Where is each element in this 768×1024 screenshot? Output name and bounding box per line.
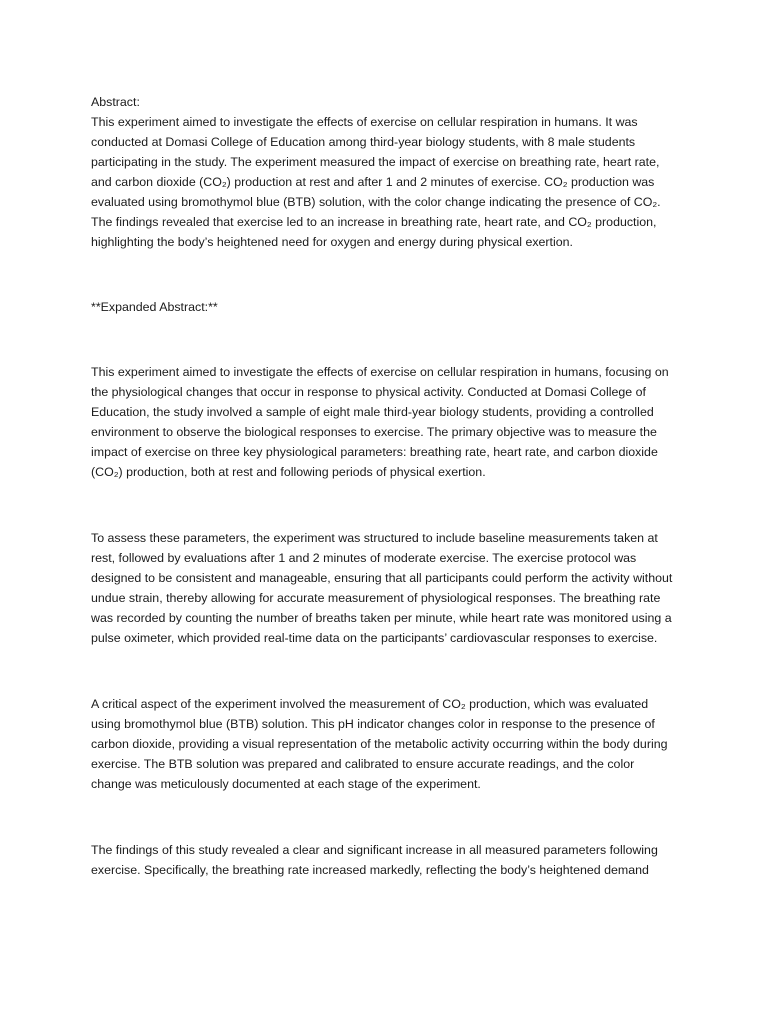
expanded-paragraph-2: To assess these parameters, the experiment was structured to include baseline measurements taken at rest, followed by evaluations after 1 and 2 minutes of moderate exercise. The exercise protocol was designed to be consistent and manageable, ensuring that all participants could perform the activity without undue strain, thereby allowing for accurate measurement of physiological responses. The breathing rate was recorded by counting the number of breaths taken per minute, while heart rate was monitored using a pulse oximeter, which provided real-time data on the participants’ cardiovascular responses to exercise.	[91, 531, 673, 645]
expanded-paragraph-1: This experiment aimed to investigate the effects of exercise on cellular respiration in humans, focusing on the physiological changes that occur in response to physical activity. Conducted at Domasi College of Education, the study involved a sample of eight male third-year biology students, providing a controlled environment to observe the biological responses to exercise. The primary objective was to measure the impact of exercise on three key physiological parameters: breathing rate, heart rate, and carbon dioxide (CO₂) production, both at rest and following periods of physical exertion.	[91, 365, 669, 479]
expanded-abstract-heading: **Expanded Abstract:**	[91, 300, 218, 314]
abstract-paragraph: This experiment aimed to investigate the effects of exercise on cellular respiration in humans. It was conducted at Domasi College of Education among third-year biology students, with 8 male students participating in the study. The experiment measured the impact of exercise on breathing rate, heart rate, and carbon dioxide (CO₂) production at rest and after 1 and 2 minutes of exercise. CO₂ production was evaluated using bromothymol blue (BTB) solution, with the color change indicating the presence of CO₂. The findings revealed that exercise led to an increase in breathing rate, heart rate, and CO₂ production, highlighting the body’s heightened need for oxygen and energy during physical exertion.	[91, 115, 661, 249]
abstract-heading: Abstract:	[91, 95, 140, 109]
spacer	[91, 252, 675, 297]
document-page	[91, 92, 675, 880]
spacer	[91, 482, 675, 528]
expanded-paragraph-3: A critical aspect of the experiment involved the measurement of CO₂ production, which was evaluated using bromothymol blue (BTB) solution. This pH indicator changes color in response to the presence of carbon dioxide, providing a visual representation of the metabolic activity occurring within the body during exercise. The BTB solution was prepared and calibrated to ensure accurate readings, and the color change was meticulously documented at each stage of the experiment.	[91, 697, 668, 791]
spacer	[91, 648, 675, 694]
spacer	[91, 794, 675, 840]
spacer	[91, 317, 675, 362]
expanded-paragraph-4: The findings of this study revealed a clear and significant increase in all measured parameters following exercise. Specifically, the breathing rate increased markedly, reflecting the body’s heightened demand	[91, 843, 658, 877]
